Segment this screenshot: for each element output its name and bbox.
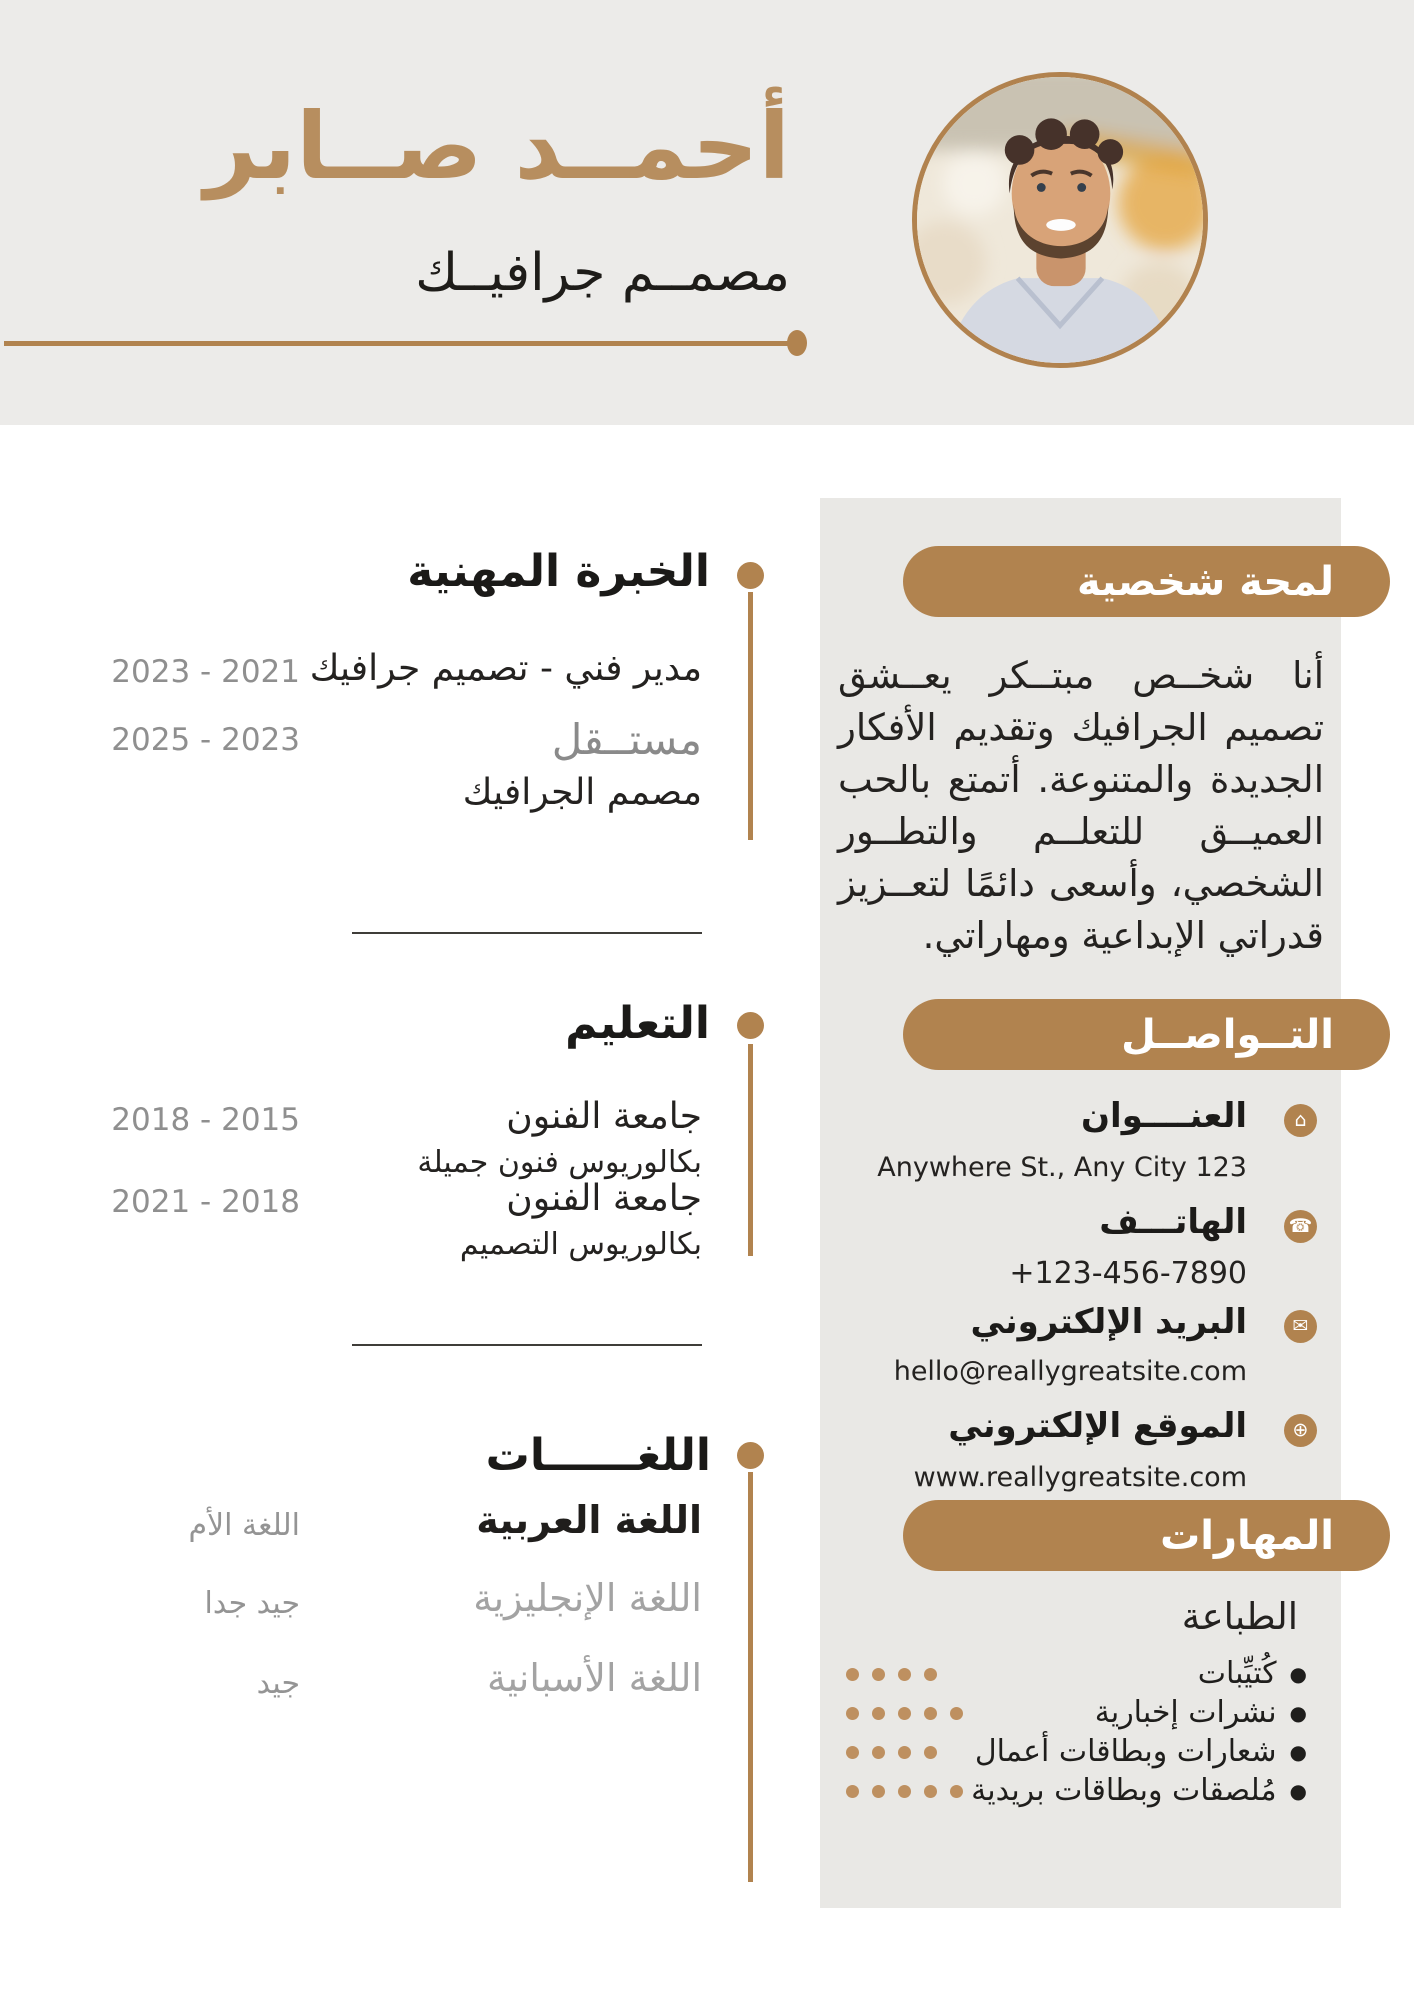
date-range: 2018 - 2021: [111, 1184, 300, 1220]
rating-dot: [846, 1785, 859, 1798]
ribbon-contact-label: التــواصــل: [1121, 1011, 1334, 1058]
experience-item: [100, 648, 702, 690]
about-text: أنا شخــص مبتــكر يعــشق تصميم الجرافيك وتقديم الأفكار الجديدة والمتنوعة. أتمتع بالحب العميــق للتعلــم والتطــور الشخصي، وأسعى دائمًا لتعــزيز قدراتي الإبداعية ومهاراتي.: [838, 654, 1324, 957]
phone-icon: ☎: [1284, 1210, 1317, 1243]
contact-value-phone: +123-456-7890: [1009, 1256, 1247, 1291]
skill-item: [971, 1773, 1307, 1808]
contact-value-address: Anywhere St., Any City 123: [877, 1152, 1247, 1183]
skill-rating-dots: [846, 1707, 963, 1720]
timeline-line-experience: [748, 592, 753, 840]
rating-dot: [872, 1707, 885, 1720]
experience-org: مستــقل: [551, 715, 702, 764]
timeline-dot-languages: [737, 1442, 764, 1469]
language-level: جيد: [256, 1666, 300, 1701]
ribbon-skills: [903, 1500, 1390, 1571]
bullet-icon: ●: [1289, 1778, 1307, 1803]
contact-label: الموقع الإلكتروني: [948, 1406, 1247, 1446]
rating-dot: [950, 1785, 963, 1798]
profile-photo: [912, 72, 1208, 368]
section-heading-experience: الخبرة المهنية: [407, 546, 710, 597]
rating-dot: [872, 1746, 885, 1759]
skill-rating-dots: [846, 1746, 937, 1759]
skill-label: نشرات إخبارية: [1094, 1695, 1277, 1730]
rating-dot: [872, 1785, 885, 1798]
timeline-line-languages: [748, 1472, 753, 1882]
header-divider-dot: [787, 330, 807, 356]
timeline-line-education: [748, 1044, 753, 1256]
skill-label: مُلصقات وبطاقات بريدية: [971, 1773, 1277, 1808]
language-level: جيد جدا: [204, 1586, 300, 1621]
section-separator: [352, 932, 702, 934]
rating-dot: [846, 1707, 859, 1720]
rating-dot: [898, 1707, 911, 1720]
contact-label: الهاتـــف: [1099, 1202, 1247, 1242]
job-title: مصمــم جرافيــك: [415, 243, 790, 303]
ribbon-about: [903, 546, 1390, 617]
education-school: جامعة الفنون: [506, 1096, 702, 1137]
rating-dot: [924, 1707, 937, 1720]
skill-item: [975, 1734, 1307, 1769]
rating-dot: [924, 1668, 937, 1681]
education-title-block: [460, 1178, 702, 1262]
education-item: [100, 1096, 702, 1180]
home-icon: ⌂: [1284, 1104, 1317, 1137]
contact-label: البريد الإلكتروني: [970, 1302, 1247, 1342]
skill-rating-dots: [846, 1785, 963, 1798]
education-degree: بكالوريوس التصميم: [459, 1227, 702, 1262]
rating-dot: [924, 1746, 937, 1759]
contact-label: العنــــوان: [1081, 1096, 1247, 1136]
bullet-icon: ●: [1289, 1739, 1307, 1764]
language-item: [100, 1576, 702, 1621]
rating-dot: [872, 1668, 885, 1681]
date-range: 2021 - 2023: [111, 654, 300, 690]
ribbon-skills-label: المهارات: [1160, 1512, 1334, 1559]
language-name: اللغة الإنجليزية: [473, 1576, 702, 1620]
experience-title: مدير فني - تصميم جرافيك: [309, 648, 702, 689]
candidate-name: أحمــد صــابر: [204, 93, 790, 200]
language-item: [100, 1656, 702, 1701]
skill-rating-dots: [846, 1668, 937, 1681]
skill-item: [1095, 1695, 1307, 1730]
education-degree: بكالوريوس فنون جميلة: [417, 1145, 702, 1180]
date-range: 2015 - 2018: [111, 1102, 300, 1138]
education-item: [100, 1178, 702, 1262]
contact-value-website: www.reallygreatsite.com: [913, 1462, 1247, 1493]
section-heading-languages: اللغــــــات: [485, 1430, 711, 1481]
language-level: اللغة الأم: [188, 1508, 300, 1543]
date-range: 2023 - 2025: [111, 722, 300, 758]
rating-dot: [898, 1668, 911, 1681]
ribbon-about-label: لمحة شخصية: [1076, 558, 1334, 605]
skills-category: الطباعة: [1181, 1595, 1298, 1638]
rating-dot: [846, 1668, 859, 1681]
language-name: اللغة الأسبانية: [486, 1656, 702, 1700]
experience-title-block: [463, 716, 702, 813]
person-illustration: [917, 77, 1203, 363]
email-icon: ✉: [1284, 1310, 1317, 1343]
rating-dot: [950, 1707, 963, 1720]
education-school: جامعة الفنون: [506, 1178, 702, 1219]
rating-dot: [924, 1785, 937, 1798]
skill-label: شعارات وبطاقات أعمال: [974, 1734, 1277, 1769]
bullet-icon: ●: [1289, 1661, 1307, 1686]
header-divider-line: [4, 341, 790, 346]
timeline-dot-education: [737, 1012, 764, 1039]
bullet-icon: ●: [1289, 1700, 1307, 1725]
rating-dot: [898, 1746, 911, 1759]
skill-label: كُتيِّبات: [1197, 1656, 1277, 1691]
rating-dot: [898, 1785, 911, 1798]
experience-item: [100, 716, 702, 813]
experience-title: مصمم الجرافيك: [462, 772, 702, 814]
language-item: [100, 1498, 702, 1543]
section-separator: [352, 1344, 702, 1346]
rating-dot: [846, 1746, 859, 1759]
contact-value-email: hello@reallygreatsite.com: [893, 1356, 1247, 1387]
language-name: اللغة العربية: [476, 1498, 702, 1542]
timeline-dot-experience: [737, 562, 764, 589]
skill-item: [1198, 1656, 1307, 1691]
section-heading-education: التعليم: [565, 998, 710, 1049]
globe-icon: ⊕: [1284, 1414, 1317, 1447]
education-title-block: [417, 1096, 702, 1180]
ribbon-contact: [903, 999, 1390, 1070]
